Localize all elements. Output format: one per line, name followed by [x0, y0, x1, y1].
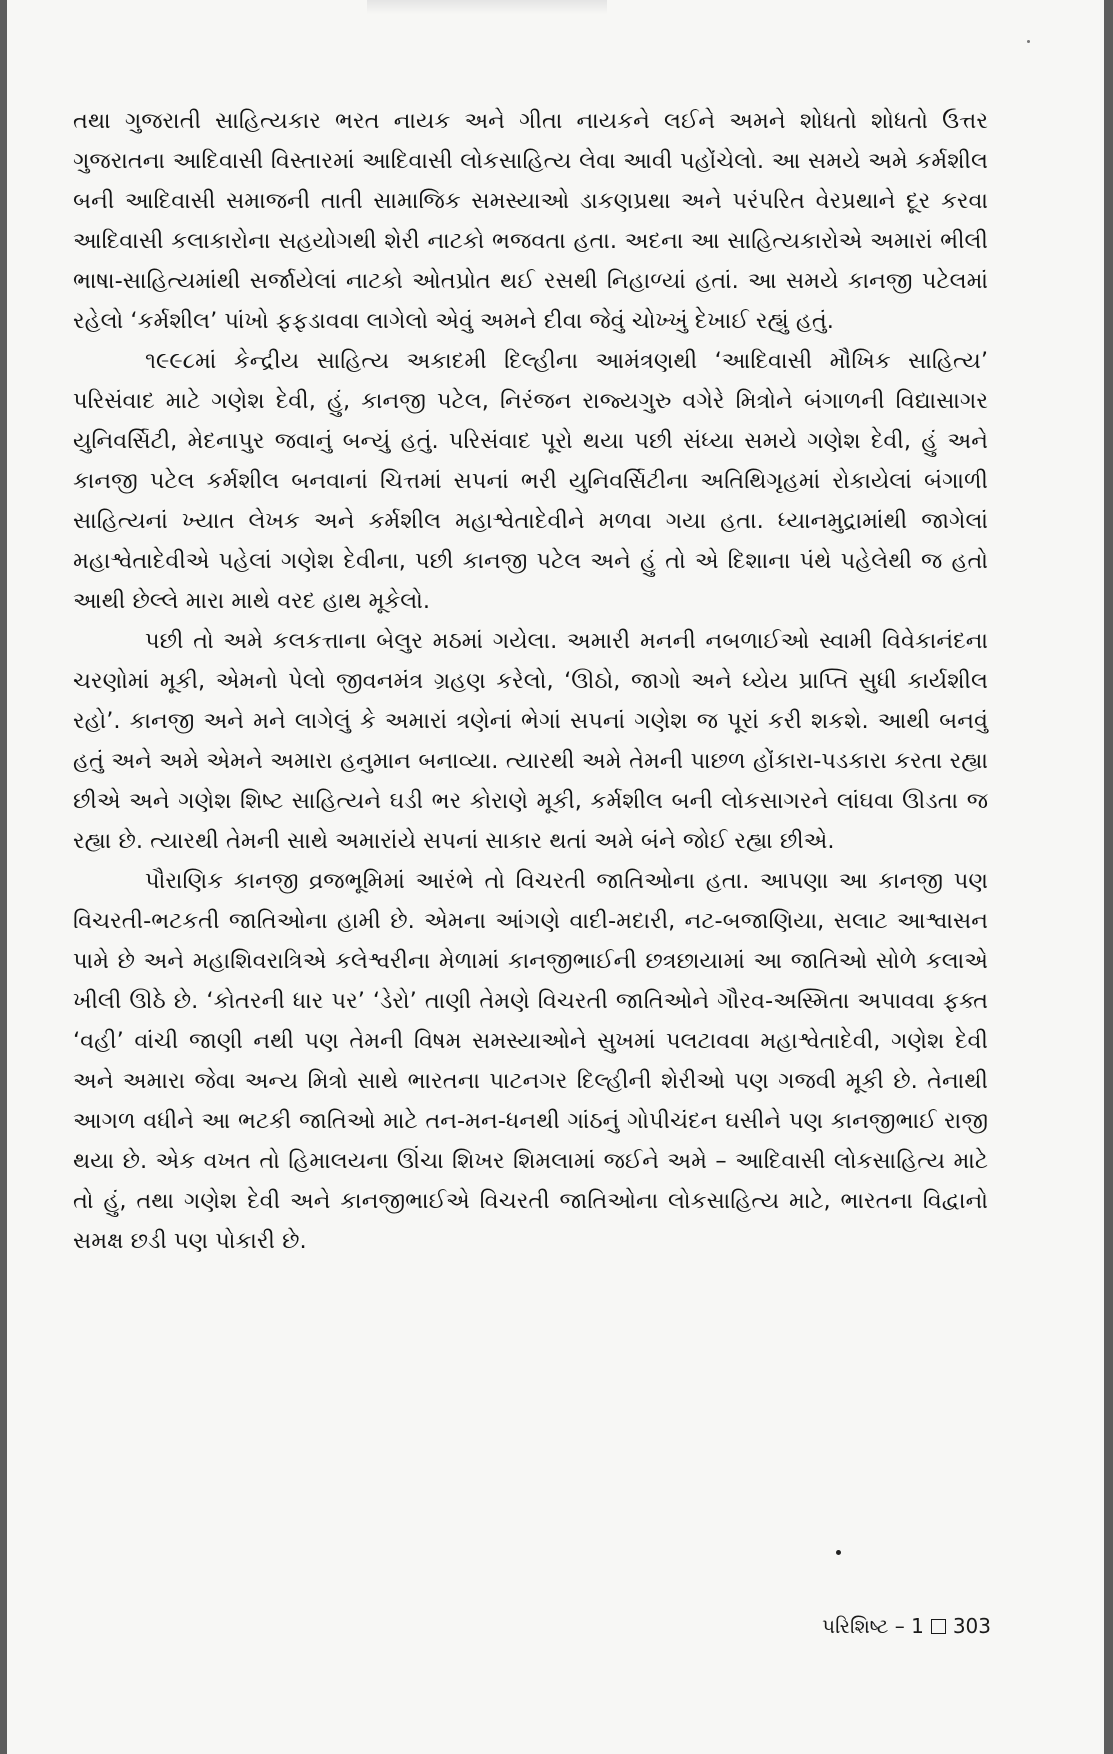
ink-dot	[836, 1550, 841, 1555]
book-page	[7, 0, 1104, 1754]
footer-section-label: પરિશિષ્ટ – 1	[822, 1614, 924, 1638]
paragraph-3: પછી તો અમે કલકત્તાના બેલુર મઠમાં ગયેલા. અમારી મનની નબળાઈઓ સ્વામી વિવેકાનંદના ચરણોમાં મૂકી, એમનો પેલો જીવનમંત્ર ગ્રહણ કરેલો, ‘ઊઠો, જાગો અને ધ્યેય પ્રાપ્તિ સુધી કાર્યશીલ રહો’. કાનજી અને મને લાગેલું કે અમારાં ત્રણેનાં ભેગાં સપનાં ગણેશ જ પૂરાં કરી શકશે. આથી બનવું હતું અને અમે એમને અમારા હનુમાન બનાવ્યા. ત્યારથી અમે તેમની પાછળ હોંકારા-પડકારા કરતા રહ્યા છીએ અને ગણેશ શિષ્ટ સાહિત્યને ઘડી ભર કોરાણે મૂકી, કર્મશીલ બની લોકસાગરને લાંઘવા ઊડતા જ રહ્યા છે. ત્યારથી તેમની સાથે અમારાંયે સપનાં સાકાર થતાં અમે બંને જોઈ રહ્યા છીએ.	[73, 628, 988, 854]
paragraph-2: ૧૯૯૮માં કેન્દ્રીય સાહિત્ય અકાદમી દિલ્હીના આમંત્રણથી ‘આદિવાસી મૌખિક સાહિત્ય’ પરિસંવાદ માટે ગણેશ દેવી, હું, કાનજી પટેલ, નિરંજન રાજ્યગુરુ વગેરે મિત્રોને બંગાળની વિદ્યાસાગર યુનિવર્સિટી, મેદનાપુર જવાનું બન્યું હતું. પરિસંવાદ પૂરો થયા પછી સંધ્યા સમયે ગણેશ દેવી, હું અને કાનજી પટેલ કર્મશીલ બનવાનાં ચિત્તમાં સપનાં ભરી યુનિવર્સિટીના અતિથિગૃહમાં રોકાયેલાં બંગાળી સાહિત્યનાં ખ્યાત લેખક અને કર્મશીલ મહાશ્વેતાદેવીને મળવા ગયા હતા. ધ્યાનમુદ્રામાંથી જાગેલાં મહાશ્વેતાદેવીએ પહેલાં ગણેશ દેવીના, પછી કાનજી પટેલ અને હું તો એ દિશાના પંથે પહેલેથી જ હતો આથી છેલ્લે મારા માથે વરદ હાથ મૂકેલો.	[73, 348, 988, 614]
paragraph-4: પૌરાણિક કાનજી વ્રજભૂમિમાં આરંભે તો વિચરતી જાતિઓના હતા. આપણા આ કાનજી પણ વિચરતી-ભટકતી જાતિઓના હામી છે. એમના આંગણે વાદી-મદારી, નટ-બજાણિયા, સલાટ આશ્વાસન પામે છે અને મહાશિવરાત્રિએ કલેશ્વરીના મેળામાં કાનજીભાઈની છત્રછાયામાં આ જાતિઓ સોળે કલાએ ખીલી ઊઠે છે. ‘કોતરની ધાર પર’ ‘ડેરો’ તાણી તેમણે વિચરતી જાતિઓને ગૌરવ-અસ્મિતા અપાવવા ફક્ત ‘વહી’ વાંચી જાણી નથી પણ તેમની વિષમ સમસ્યાઓને સુખમાં પલટાવવા મહાશ્વેતાદેવી, ગણેશ દેવી અને અમારા જેવા અન્ય મિત્રો સાથે ભારતના પાટનગર દિલ્હીની શેરીઓ પણ ગજવી મૂકી છે. તેનાથી આગળ વધીને આ ભટકી જાતિઓ માટે તન-મન-ધનથી ગાંઠનું ગોપીચંદન ઘસીને પણ કાનજીભાઈ રાજી થયા છે. એક વખત તો હિમાલયના ઊંચા શિખર શિમલામાં જઈને અમે – આદિવાસી લોકસાહિત્ય માટે તો હું, તથા ગણેશ દેવી અને કાનજીભાઈએ વિચરતી જાતિઓના લોકસાહિત્ય માટે, ભારતના વિદ્વાનો સમક્ષ છડી પણ પોકારી છે.	[73, 868, 988, 1254]
page-footer	[822, 1614, 991, 1638]
paragraph-1: તથા ગુજરાતી સાહિત્યકાર ભરત નાયક અને ગીતા નાયકને લઈને અમને શોધતો શોધતો ઉત્તર ગુજરાતના આદિવાસી વિસ્તારમાં આદિવાસી લોકસાહિત્ય લેવા આવી પહોંચેલો. આ સમયે અમે કર્મશીલ બની આદિવાસી સમાજની તાતી સામાજિક સમસ્યાઓ ડાકણપ્રથા અને પરંપરિત વેરપ્રથાને દૂર કરવા આદિવાસી કલાકારોના સહયોગથી શેરી નાટકો ભજવતા હતા. અદના આ સાહિત્યકારોએ અમારાં ભીલી ભાષા-સાહિત્યમાંથી સર્જાયેલાં નાટકો ઓતપ્રોત થઈ રસથી નિહાળ્યાં હતાં. આ સમયે કાનજી પટેલમાં રહેલો ‘કર્મશીલ’ પાંખો ફફડાવવા લાગેલો એવું અમને દીવા જેવું ચોખ્ખું દેખાઈ રહ્યું હતું.	[73, 108, 988, 334]
square-box-icon	[931, 1619, 946, 1634]
ink-speck	[1027, 40, 1030, 43]
body-text	[73, 101, 988, 1261]
page-number: 303	[952, 1614, 991, 1638]
paper-edge-shadow	[367, 0, 607, 14]
